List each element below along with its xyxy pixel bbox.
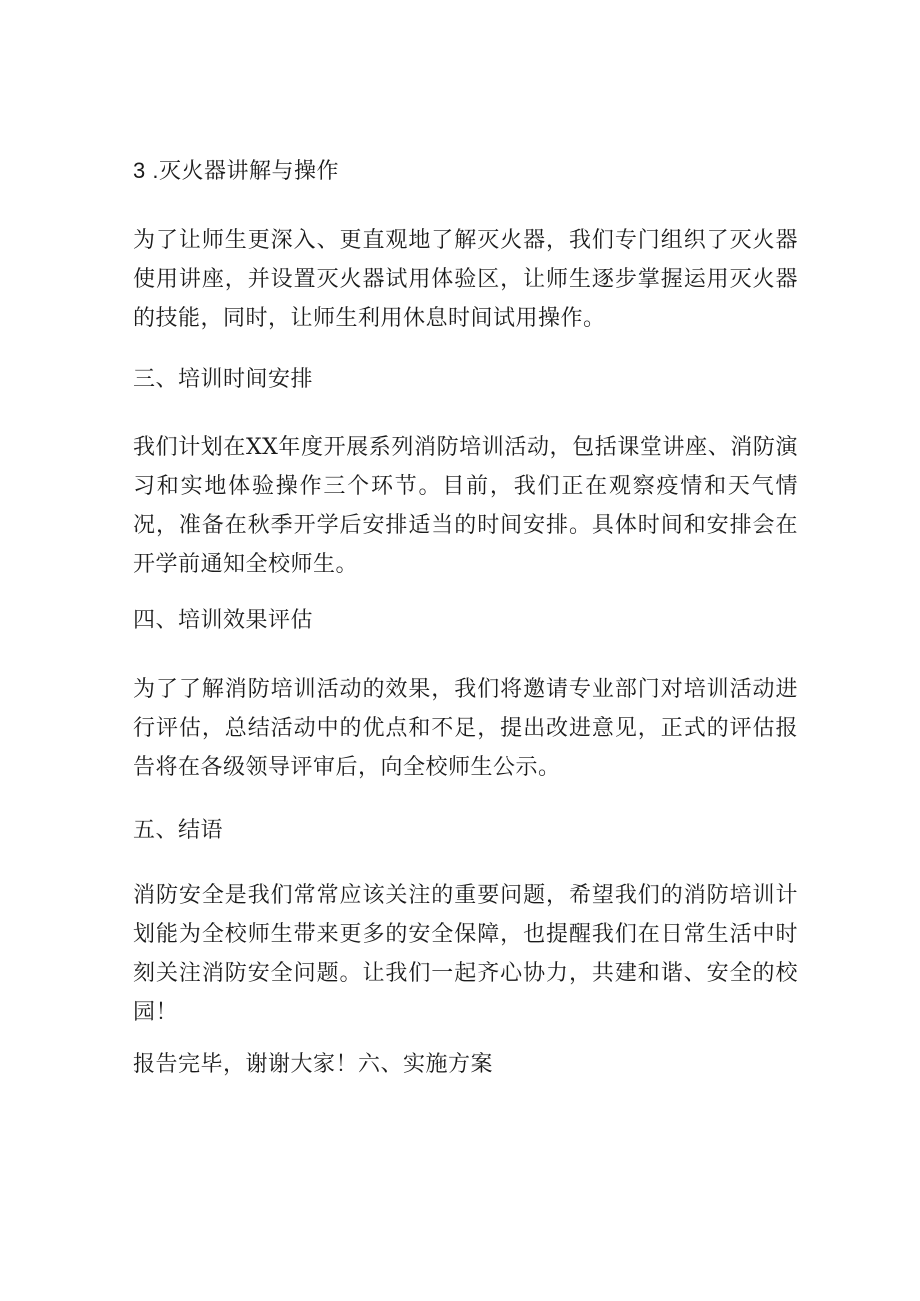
- paragraph-training-schedule: 我们计划在XX年度开展系列消防培训活动，包括课堂讲座、消防演习和实地体验操作三个环节。目前，我们正在观察疫情和天气情况，准备在秋季开学后安排适当的时间安排。具体时间和安排会在开学前通知全校师生。: [133, 435, 798, 577]
- section-heading-training-evaluation: 四、培训效果评估: [133, 608, 314, 633]
- closing-line: 报告完毕，谢谢大家！六、实施方案: [133, 1052, 494, 1077]
- section-heading-training-schedule: 三、培训时间安排: [133, 367, 314, 392]
- section-heading-fire-extinguisher: 3 .灭火器讲解与操作: [133, 158, 339, 183]
- paragraph-training-evaluation: 为了了解消防培训活动的效果，我们将邀请专业部门对培训活动进行评估，总结活动中的优点和不足，提出改进意见，正式的评估报告将在各级领导评审后，向全校师生公示。: [133, 677, 798, 780]
- paragraph-fire-extinguisher: 为了让师生更深入、更直观地了解灭火器，我们专门组织了灭火器使用讲座，并设置灭火器试用体验区，让师生逐步掌握运用灭火器的技能，同时，让师生利用休息时间试用操作。: [133, 228, 798, 331]
- paragraph-conclusion: 消防安全是我们常常应该关注的重要问题，希望我们的消防培训计划能为全校师生带来更多的安全保障，也提醒我们在日常生活中时刻关注消防安全问题。让我们一起齐心协力，共建和谐、安全的校园！: [133, 883, 798, 1025]
- section-heading-conclusion: 五、结语: [133, 818, 224, 843]
